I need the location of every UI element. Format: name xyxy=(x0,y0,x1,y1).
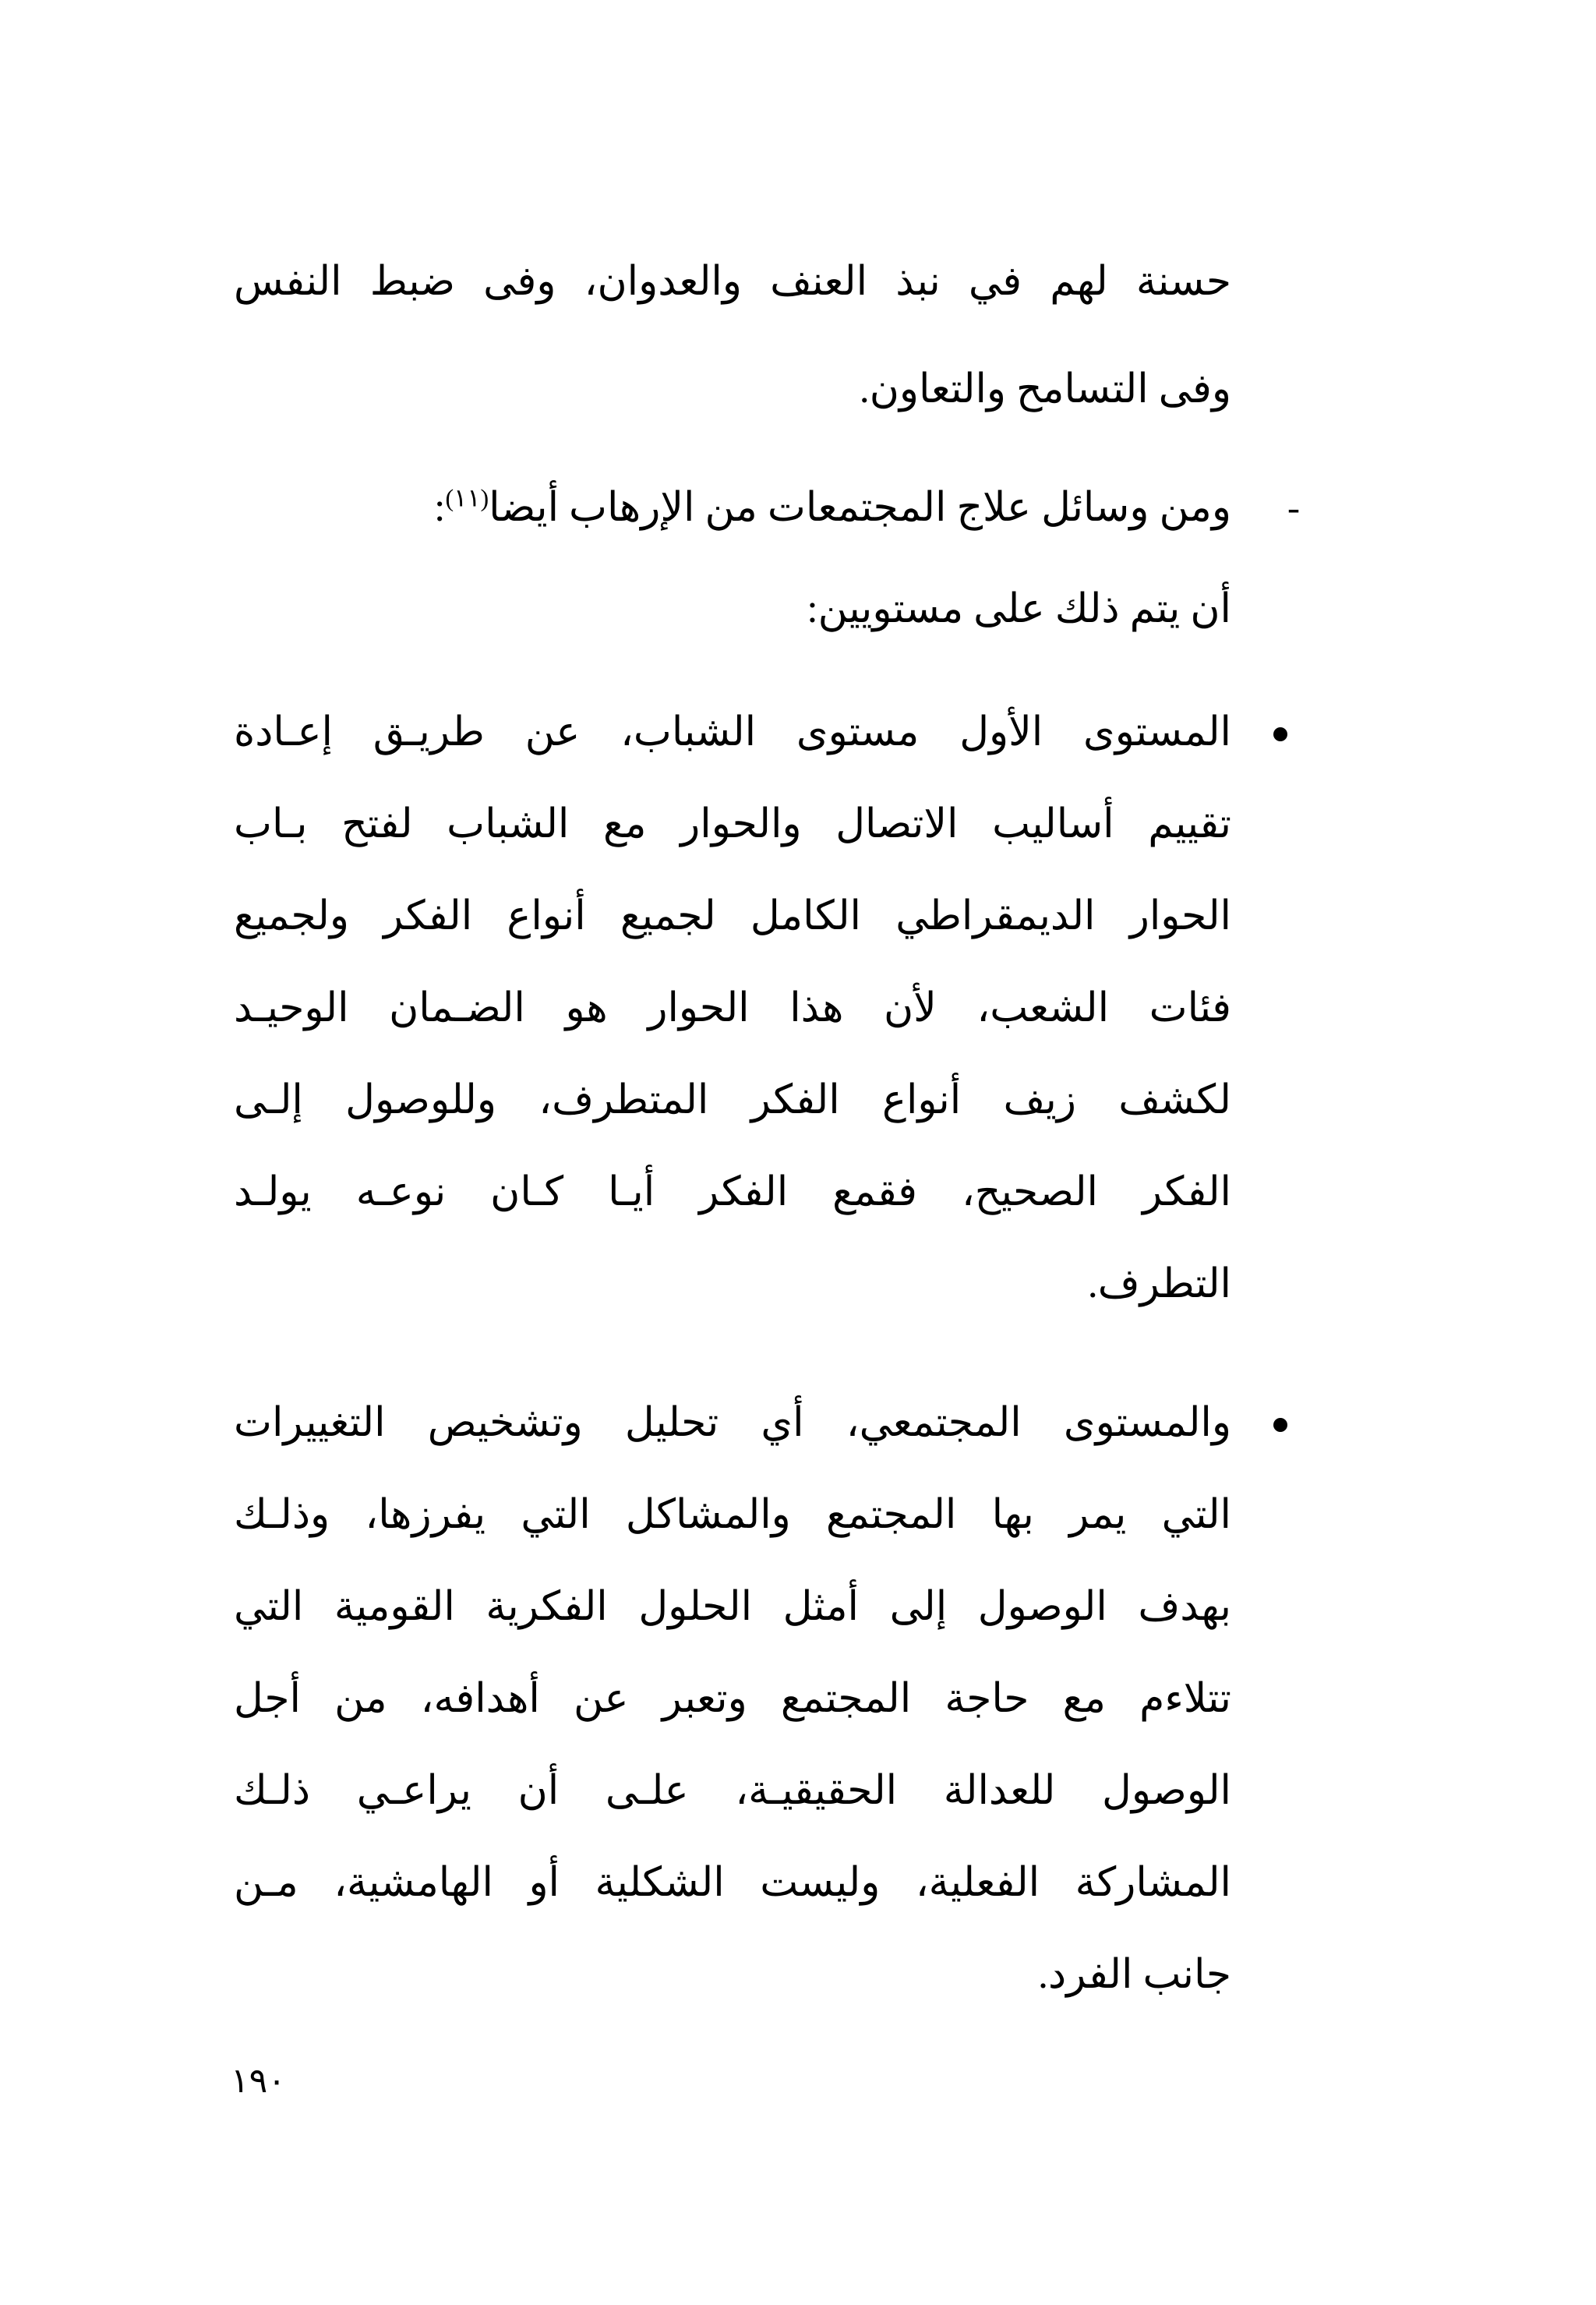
bullet-2-line-3: بهدف الوصول إلى أمثل الحلول الفكرية القومية التي xyxy=(234,1585,1231,1629)
dash-item-line-2: أن يتم ذلك على مستويين: xyxy=(807,587,1231,631)
paragraph-1-line-1: حسنة لهم في نبذ العنف والعدوان، وفى ضبط النفس xyxy=(234,260,1231,304)
dash-item-text: ومن وسائل علاج المجتمعات من الإرهاب أيضا xyxy=(489,486,1231,530)
bullet-1-line-1: المستوى الأول مستوى الشباب، عن طريـق إعـادة xyxy=(234,710,1231,755)
bullet-2-marker xyxy=(1273,1418,1287,1432)
bullet-1-line-5: لكشف زيف أنواع الفكر المتطرف، وللوصول إلـى xyxy=(234,1078,1231,1122)
paragraph-1-line-2: وفى التسامح والتعاون. xyxy=(859,367,1231,412)
page-number: ١٩٠ xyxy=(231,2062,286,2100)
dash-marker: - xyxy=(1287,487,1300,529)
bullet-1-line-6: الفكر الصحيح، فقمع الفكر أيـا كـان نوعـه يولـد xyxy=(234,1170,1231,1214)
bullet-2-line-4: تتلاءم مع حاجة المجتمع وتعبر عن أهدافه، من أجل xyxy=(234,1677,1231,1721)
dash-item-line-1 xyxy=(434,477,1231,539)
bullet-1-line-4: فئات الشعب، لأن هذا الحوار هو الضـمان الوحيـد xyxy=(234,986,1231,1031)
bullet-1-line-3: الحوار الديمقراطي الكامل لجميع أنواع الفكر ولجميع xyxy=(234,894,1231,939)
bullet-2-line-7: جانب الفرد. xyxy=(1038,1953,1231,1997)
bullet-1-marker xyxy=(1273,727,1287,741)
bullet-2-line-6: المشاركة الفعلية، وليست الشكلية أو الهامشية، مـن xyxy=(234,1861,1231,1905)
dash-item-colon: : xyxy=(434,486,446,530)
bullet-2-line-1: والمستوى المجتمعي، أي تحليل وتشخيص التغييرات xyxy=(234,1401,1231,1445)
bullet-2-line-5: الوصول للعدالة الحقيقيـة، علـى أن يراعـي ذلـك xyxy=(234,1769,1231,1813)
bullet-2-line-2: التي يمر بها المجتمع والمشاكل التي يفرزها، وذلـك xyxy=(234,1493,1231,1537)
bullet-1-line-7: التطرف. xyxy=(1087,1262,1231,1306)
bullet-1-line-2: تقييم أساليب الاتصال والحوار مع الشباب لفتح بـاب xyxy=(234,802,1231,847)
footnote-reference: (١١) xyxy=(445,483,489,512)
